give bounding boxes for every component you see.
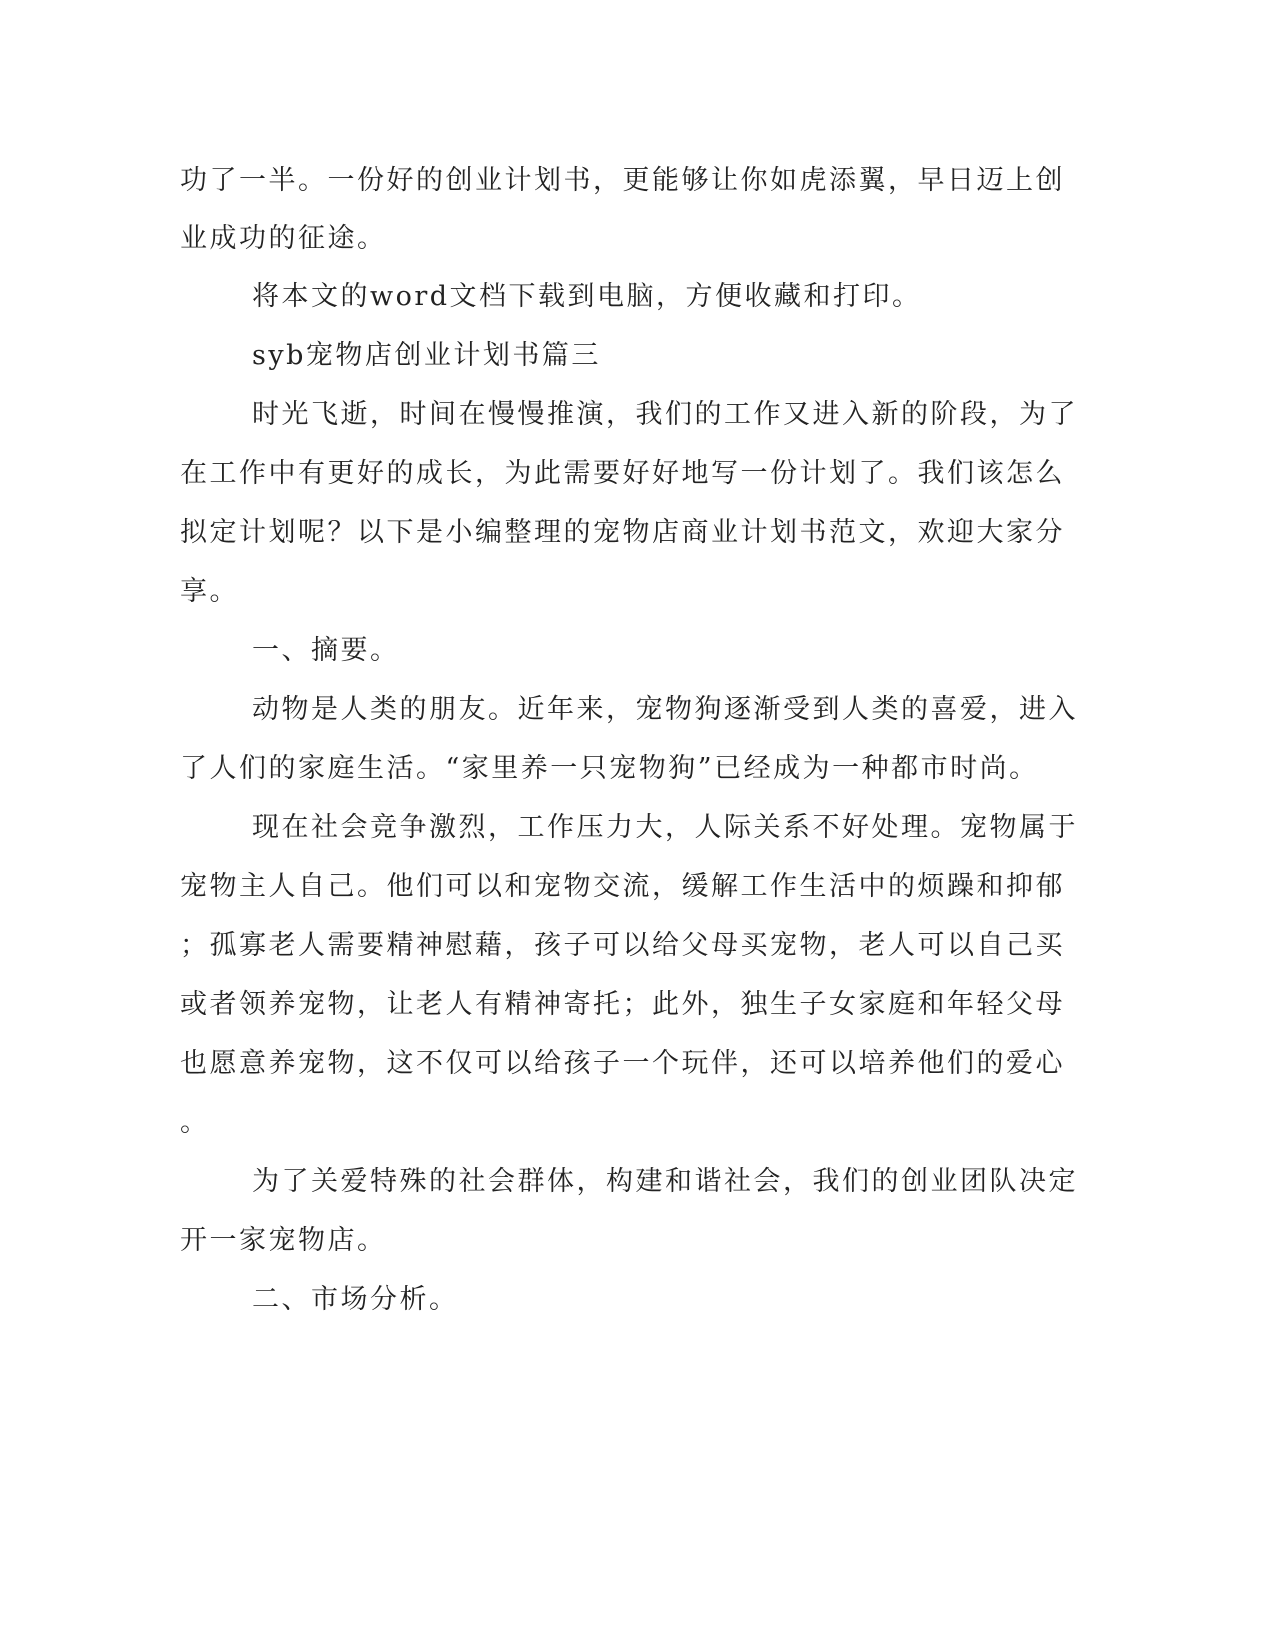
paragraph-line: 动物是人类的朋友。近年来，宠物狗逐渐受到人类的喜爱，进入 (252, 694, 1078, 725)
paragraph-line: 在工作中有更好的成长，为此需要好好地写一份计划了。我们该怎么 (180, 458, 1065, 489)
paragraph-line: 。 (180, 1107, 210, 1138)
paragraph-line: 了人们的家庭生活。“家里养一只宠物狗”已经成为一种都市时尚。 (180, 753, 1039, 784)
paragraph-line: 宠物主人自己。他们可以和宠物交流，缓解工作生活中的烦躁和抑郁 (180, 871, 1065, 902)
section-heading: 二、市场分析。 (252, 1284, 459, 1315)
paragraph-line: 将本文的word文档下载到电脑，方便收藏和打印。 (252, 281, 922, 312)
paragraph-line: 现在社会竞争激烈，工作压力大，人际关系不好处理。宠物属于 (252, 812, 1078, 843)
paragraph-line: 功了一半。一份好的创业计划书，更能够让你如虎添翼，早日迈上创 (180, 165, 1065, 196)
paragraph-line: ；孤寡老人需要精神慰藉，孩子可以给父母买宠物，老人可以自己买 (180, 930, 1065, 961)
paragraph-line: 享。 (180, 576, 239, 607)
paragraph-line: 业成功的征途。 (180, 223, 387, 254)
paragraph-line: 开一家宠物店。 (180, 1225, 387, 1256)
paragraph-line: 拟定计划呢？以下是小编整理的宠物店商业计划书范文，欢迎大家分 (180, 517, 1065, 548)
paragraph-line: 也愿意养宠物，这不仅可以给孩子一个玩伴，还可以培养他们的爱心 (180, 1048, 1065, 1079)
paragraph-line: 时光飞逝，时间在慢慢推演，我们的工作又进入新的阶段，为了 (252, 399, 1078, 430)
section-heading: syb宠物店创业计划书篇三 (252, 340, 601, 371)
paragraph-line: 为了关爱特殊的社会群体，构建和谐社会，我们的创业团队决定 (252, 1166, 1078, 1197)
section-heading: 一、摘要。 (252, 635, 400, 666)
paragraph-line: 或者领养宠物，让老人有精神寄托；此外，独生子女家庭和年轻父母 (180, 989, 1065, 1020)
